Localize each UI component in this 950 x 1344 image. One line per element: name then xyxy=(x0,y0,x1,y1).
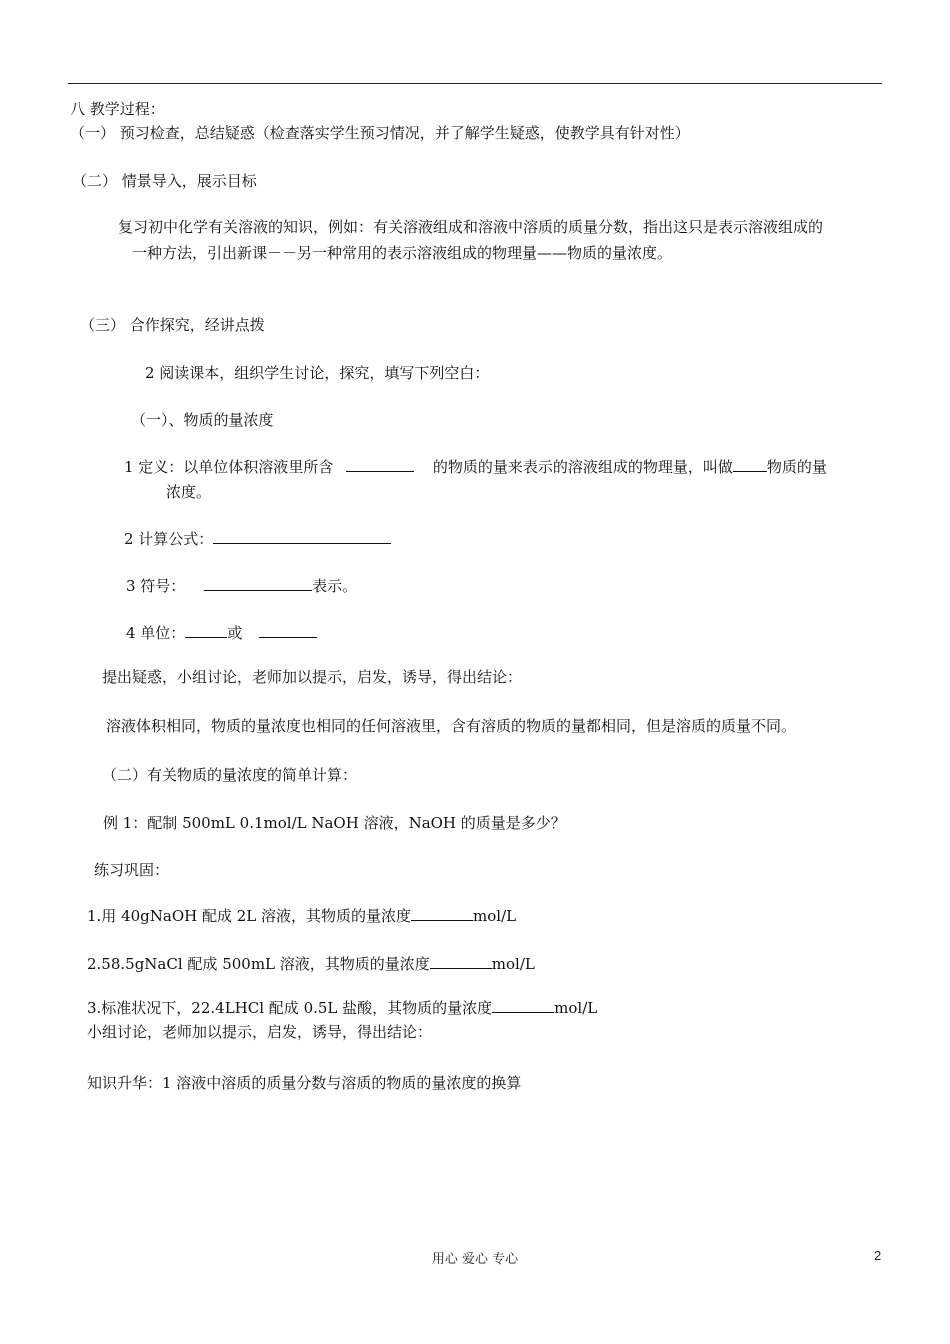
blank-unit-2[interactable] xyxy=(259,623,317,638)
step-1: （一） 预习检查，总结疑惑（检查落实学生预习情况，并了解学生疑惑，使教学具有针对性） xyxy=(70,124,690,142)
task-instruction: 2 阅读课本，组织学生讨论，探究，填写下列空白： xyxy=(145,364,490,382)
symbol-label: 3 符号： xyxy=(126,577,186,595)
definition-line-2: 浓度。 xyxy=(166,483,212,501)
exercise-1-text: 1.用 40gNaOH 配成 2L 溶液，其物质的量浓度 xyxy=(87,907,412,925)
formula-label: 2 计算公式： xyxy=(124,530,214,548)
knowledge-upgrade: 知识升华：1 溶液中溶质的质量分数与溶质的物质的量浓度的换算 xyxy=(87,1074,522,1092)
exercise-3-text: 3.标准状况下，22.4LHCl 配成 0.5L 盐酸，其物质的量浓度 xyxy=(87,999,493,1017)
unit-label: 4 单位： xyxy=(126,624,186,642)
page-footer: 用心 爱心 专心 xyxy=(431,1252,519,1267)
unit-or: 或 xyxy=(227,624,243,642)
intro-line-1: 复习初中化学有关溶液的知识，例如：有关溶液组成和溶液中溶质的质量分数，指出这只是表示溶液组成的 xyxy=(118,218,824,236)
blank-definition-1[interactable] xyxy=(346,457,414,472)
definition-text-b: 的物质的量来表示的溶液组成的物理量，叫做 xyxy=(432,458,733,476)
practice-title: 练习巩固： xyxy=(94,861,170,879)
exercise-1-unit: mol/L xyxy=(473,907,517,925)
blank-symbol[interactable] xyxy=(204,576,312,591)
unit-line xyxy=(126,623,317,643)
symbol-line xyxy=(126,576,357,596)
page-number: 2 xyxy=(874,1248,882,1263)
exercise-1 xyxy=(87,906,516,926)
discussion-prompt-1: 提出疑惑，小组讨论，老师加以提示，启发，诱导，得出结论： xyxy=(102,668,523,686)
exercise-2-text: 2.58.5gNaCl 配成 500mL 溶液，其物质的量浓度 xyxy=(87,955,430,973)
exercise-3 xyxy=(87,998,597,1018)
step-2: （二） 情景导入，展示目标 xyxy=(72,172,257,190)
conclusion-text: 溶液体积相同，物质的量浓度也相同的任何溶液里，含有溶质的物质的量都相同，但是溶质的质量不同。 xyxy=(106,717,797,735)
blank-formula[interactable] xyxy=(213,529,391,544)
example-1: 例 1：配制 500mL 0.1mol/L NaOH 溶液，NaOH 的质量是多少？ xyxy=(103,814,566,832)
exercise-2-unit: mol/L xyxy=(491,955,535,973)
blank-exercise-3[interactable] xyxy=(492,998,554,1013)
definition-text-a: 1 定义：以单位体积溶液里所含 xyxy=(124,458,334,476)
definition-text-c: 物质的量 xyxy=(766,458,827,476)
subsection-2: （二）有关物质的量浓度的简单计算： xyxy=(102,766,358,784)
blank-unit-1[interactable] xyxy=(185,623,227,638)
exercise-3-unit: mol/L xyxy=(554,999,598,1017)
step-3: （三） 合作探究，经讲点拨 xyxy=(80,316,265,334)
formula-line xyxy=(124,529,391,549)
intro-line-2: 一种方法，引出新课－－另一种常用的表示溶液组成的物理量——物质的量浓度。 xyxy=(132,244,673,262)
section-heading: 八 教学过程： xyxy=(70,100,165,118)
symbol-suffix: 表示。 xyxy=(312,577,358,595)
blank-exercise-1[interactable] xyxy=(411,906,473,921)
subsection-1: （一）、物质的量浓度 xyxy=(131,411,274,429)
blank-exercise-2[interactable] xyxy=(430,954,492,969)
header-rule xyxy=(68,83,882,84)
definition-line xyxy=(124,457,827,477)
discussion-prompt-2: 小组讨论，老师加以提示，启发，诱导，得出结论： xyxy=(87,1023,433,1041)
blank-definition-2[interactable] xyxy=(733,457,767,472)
exercise-2 xyxy=(87,954,535,974)
